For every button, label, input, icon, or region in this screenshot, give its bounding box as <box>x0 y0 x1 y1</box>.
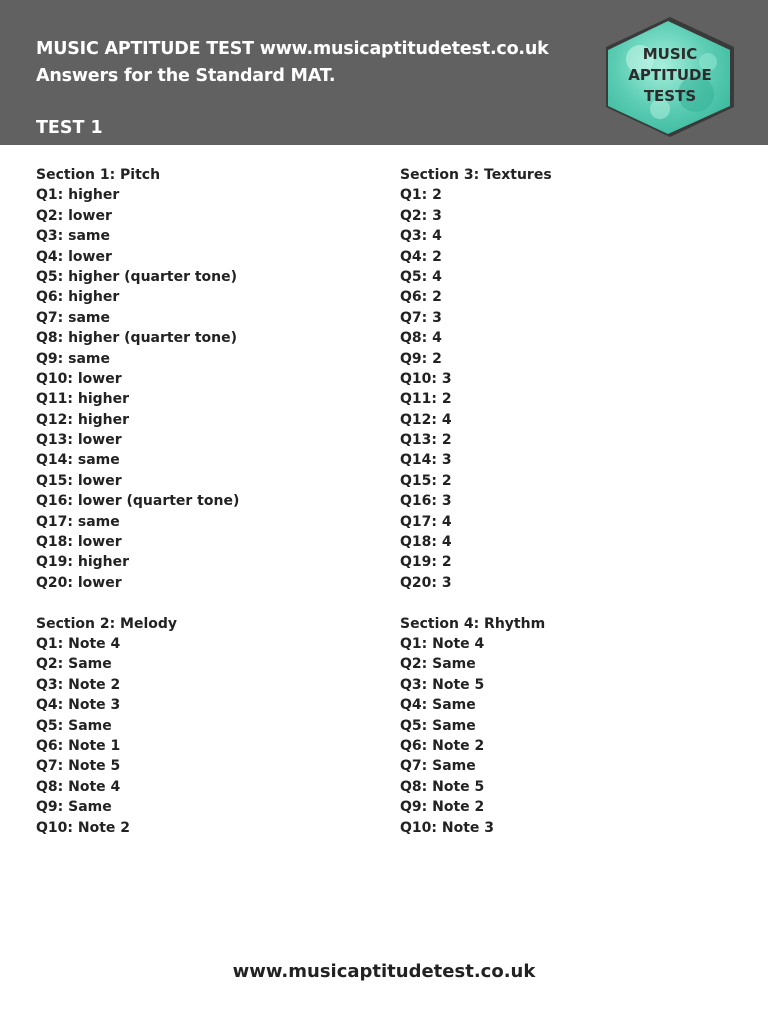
answer-item: Q5: 4 <box>400 268 442 285</box>
answer-item: Q9: 2 <box>400 350 442 367</box>
answer-item: Q19: higher <box>36 554 130 571</box>
answer-item: Q6: higher <box>36 289 120 306</box>
answer-item: Q20: lower <box>36 574 122 591</box>
test-label: TEST 1 <box>36 118 103 138</box>
answer-item: Q13: lower <box>36 432 122 449</box>
answer-item: Q16: lower (quarter tone) <box>36 493 240 510</box>
section-title: Section 2: Melody <box>36 615 178 632</box>
right-column <box>400 165 740 838</box>
answer-item: Q12: 4 <box>400 411 452 428</box>
logo-line-tests: TESTS <box>643 87 697 105</box>
answer-item: Q3: Note 2 <box>36 676 121 693</box>
answer-item: Q3: 4 <box>400 228 442 245</box>
answer-item: Q11: 2 <box>400 391 452 408</box>
section-title: Section 4: Rhythm <box>400 615 546 632</box>
answer-item: Q10: Note 2 <box>36 819 130 836</box>
answer-item: Q14: 3 <box>400 452 452 469</box>
answer-item: Q7: Same <box>400 758 476 775</box>
logo-text <box>600 44 740 107</box>
answer-item: Q7: Note 5 <box>36 758 121 775</box>
answer-item: Q8: Note 5 <box>400 778 485 795</box>
answer-item: Q15: 2 <box>400 472 452 489</box>
music-aptitude-tests-logo <box>600 14 740 140</box>
answer-item: Q15: lower <box>36 472 122 489</box>
answer-item: Q2: 3 <box>400 207 442 224</box>
answer-item: Q2: Same <box>400 656 476 673</box>
section-pitch <box>36 165 376 593</box>
section-title: Section 1: Pitch <box>36 167 161 183</box>
answer-item: Q16: 3 <box>400 493 452 510</box>
answer-item: Q10: Note 3 <box>400 819 494 836</box>
answer-item: Q18: 4 <box>400 534 452 551</box>
answer-item: Q4: Note 3 <box>36 697 121 714</box>
answer-item: Q3: Note 5 <box>400 676 485 693</box>
answer-item: Q20: 3 <box>400 574 452 591</box>
answer-item: Q7: same <box>36 309 110 326</box>
answer-item: Q4: Same <box>400 697 476 714</box>
answer-item: Q2: Same <box>36 656 112 673</box>
answer-item: Q5: Same <box>36 717 112 734</box>
answer-item: Q9: Note 2 <box>400 799 485 816</box>
answer-item: Q10: lower <box>36 370 122 387</box>
answer-item: Q17: 4 <box>400 513 452 530</box>
left-column <box>36 165 376 838</box>
answer-item: Q1: higher <box>36 187 120 204</box>
answer-item: Q1: Note 4 <box>36 635 121 652</box>
answer-item: Q8: Note 4 <box>36 778 121 795</box>
answer-item: Q9: same <box>36 350 110 367</box>
answer-item: Q6: Note 1 <box>36 737 121 754</box>
logo-line-aptitude: APTITUDE <box>628 66 712 84</box>
page-subtitle: Answers for the Standard MAT. <box>36 66 336 86</box>
answer-item: Q8: higher (quarter tone) <box>36 330 238 347</box>
answer-item: Q14: same <box>36 452 120 469</box>
answer-item: Q6: Note 2 <box>400 737 485 754</box>
answer-item: Q1: Note 4 <box>400 635 485 652</box>
header-banner <box>0 0 768 145</box>
answer-item: Q5: Same <box>400 717 476 734</box>
answer-item: Q6: 2 <box>400 289 442 306</box>
answer-item: Q7: 3 <box>400 309 442 326</box>
answer-item: Q1: 2 <box>400 187 442 204</box>
footer-website-url: www.musicaptitudetest.co.uk <box>232 961 536 982</box>
section-title: Section 3: Textures <box>400 167 552 183</box>
answer-item: Q3: same <box>36 228 110 245</box>
page-title: MUSIC APTITUDE TEST www.musicaptitudetest.co.uk <box>36 39 549 59</box>
answer-item: Q18: lower <box>36 534 122 551</box>
answer-item: Q19: 2 <box>400 554 452 571</box>
section-rhythm <box>400 614 740 838</box>
answer-item: Q8: 4 <box>400 330 442 347</box>
answer-item: Q17: same <box>36 513 120 530</box>
answer-item: Q9: Same <box>36 799 112 816</box>
answer-item: Q2: lower <box>36 207 112 224</box>
section-melody <box>36 614 376 838</box>
answer-item: Q5: higher (quarter tone) <box>36 268 238 285</box>
answer-item: Q12: higher <box>36 411 130 428</box>
answer-item: Q4: 2 <box>400 248 442 265</box>
section-textures <box>400 165 740 593</box>
answer-item: Q13: 2 <box>400 432 452 449</box>
answer-item: Q11: higher <box>36 391 130 408</box>
answer-item: Q4: lower <box>36 248 112 265</box>
logo-line-music: MUSIC <box>642 45 698 63</box>
answer-item: Q10: 3 <box>400 370 452 387</box>
